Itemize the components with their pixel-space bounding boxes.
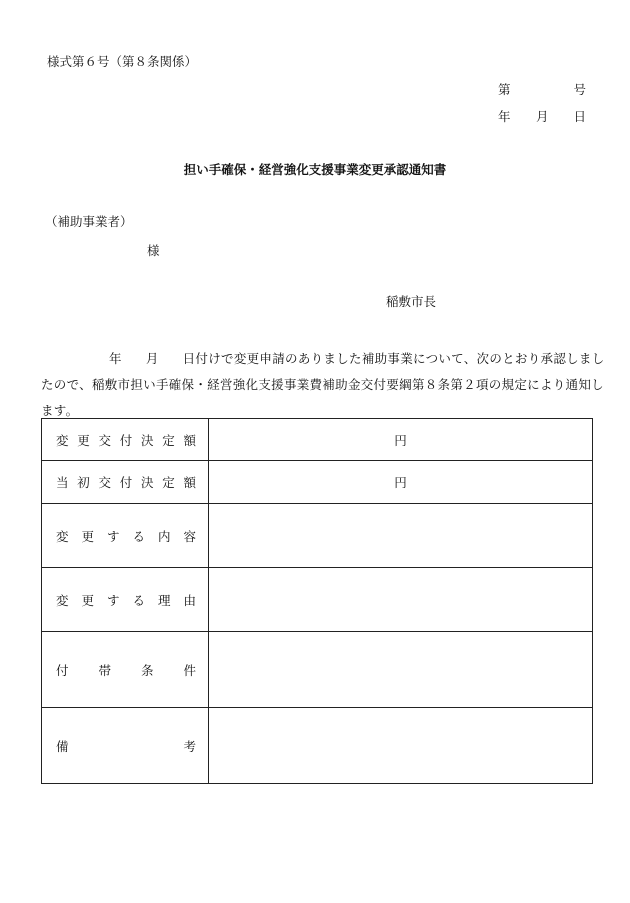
table-row <box>42 461 593 504</box>
notice-body <box>41 346 605 424</box>
table-row <box>42 708 593 784</box>
row-value-remarks <box>209 708 593 784</box>
row-label-remarks: 備考 <box>42 708 209 784</box>
document-title: 担い手確保・経営強化支援事業変更承認通知書 <box>183 162 447 177</box>
row-label-change-reason: 変更する理由 <box>42 568 209 632</box>
table-row <box>42 632 593 708</box>
body-year: 年 <box>109 351 122 366</box>
row-label-change-content: 変更する内容 <box>42 504 209 568</box>
row-label-conditions: 付帯条件 <box>42 632 209 708</box>
table-row <box>42 419 593 461</box>
approval-table <box>41 418 593 784</box>
row-value-conditions <box>209 632 593 708</box>
row-label-original-amount: 当初交付決定額 <box>42 461 209 504</box>
recipient-honorific: 様 <box>147 243 160 258</box>
body-line-1 <box>41 346 605 372</box>
date-month: 月 <box>536 109 549 124</box>
row-value-change-reason <box>209 568 593 632</box>
issuer-name: 稲敷市長 <box>386 294 437 309</box>
body-line-3: ます。 <box>41 403 79 418</box>
row-value-original-amount: 円 <box>209 461 593 504</box>
body-month: 月 <box>145 351 159 366</box>
table-row <box>42 568 593 632</box>
doc-number-prefix: 第 <box>498 82 511 97</box>
row-value-change-content <box>209 504 593 568</box>
body-line-1-text: 日付けで変更申請のありました補助事業について、次のとおり承認しまし <box>182 351 605 366</box>
doc-number-suffix: 号 <box>573 82 586 97</box>
form-number: 様式第６号（第８条関係） <box>47 54 198 69</box>
table-row <box>42 504 593 568</box>
row-label-changed-amount: 変更交付決定額 <box>42 419 209 461</box>
row-value-changed-amount: 円 <box>209 419 593 461</box>
date-year: 年 <box>498 109 511 124</box>
recipient-label: （補助事業者） <box>45 214 133 229</box>
body-line-2: たので、稲敷市担い手確保・経営強化支援事業費補助金交付要綱第８条第２項の規定により通知し <box>41 377 604 392</box>
date-day: 日 <box>573 109 586 124</box>
